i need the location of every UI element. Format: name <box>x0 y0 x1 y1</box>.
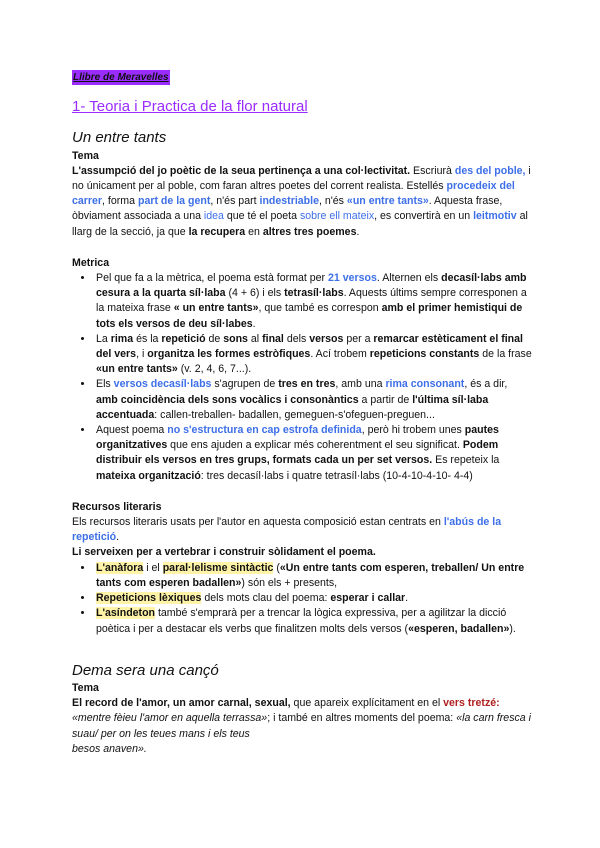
text-run: pautes organitzatives <box>96 424 499 452</box>
text-run: que apareix explícitament en el <box>290 697 444 710</box>
text-run: L'anàfora <box>96 561 144 574</box>
tema-label-2: Tema <box>72 681 99 694</box>
recursos-item <box>94 606 532 636</box>
text-run: «Un entre tants com esperen, treballen/ Un entre tants com esperen badallen» <box>96 561 525 589</box>
text-run: és la <box>133 332 162 345</box>
text-run: Repeticions lèxiques <box>96 592 202 605</box>
text-run: . <box>252 317 256 330</box>
text-run: , i <box>136 348 148 361</box>
text-run: «mentre fèieu l'amor en aquella terrassa» <box>72 712 268 725</box>
document-heading: 1- Teoria i Practica de la flor natural <box>72 98 308 116</box>
text-run: en <box>245 225 263 238</box>
text-run: repetició <box>161 332 206 345</box>
text-run: «un entre tants» <box>96 363 178 376</box>
metrica-label: Metrica <box>72 256 110 269</box>
text-run: Es repeteix la <box>432 454 500 467</box>
text-run: , que també es correspon <box>258 302 382 315</box>
text-run: la recupera <box>188 225 246 238</box>
recursos-list <box>72 561 532 637</box>
text-run: idea <box>203 210 224 223</box>
text-run: indestriable <box>259 195 319 208</box>
text-run: que té el poeta <box>223 210 300 223</box>
text-run: l'última síl·laba accentuada <box>96 393 489 421</box>
text-run: L'assumpció del jo poètic de la seua pertinença a una col·lectivitat. <box>72 164 411 177</box>
metrica-list <box>72 271 532 484</box>
text-run: al llarg de la secció, ja que <box>72 210 528 238</box>
text-run: per a <box>343 332 374 345</box>
text-run: «un entre tants» <box>346 195 429 208</box>
text-run: l'abús de la repetició <box>72 516 502 544</box>
text-run: final <box>262 332 284 345</box>
text-run: . <box>116 531 120 544</box>
text-run: sons <box>223 332 248 345</box>
text-run: de <box>205 332 224 345</box>
text-run: i el <box>143 561 163 574</box>
text-run: : tres decasíl·labs i quatre tetrasíl·labs (10-4-10-4-10- 4-4) <box>200 469 473 482</box>
text-run: versos decasíl·labs <box>113 378 212 391</box>
text-run: . Ací trobem <box>310 348 370 361</box>
text-run: sobre ell mateix <box>299 210 375 223</box>
tema-paragraph <box>72 164 532 240</box>
text-run: , n'és part <box>210 195 260 208</box>
text-run: . <box>405 592 409 605</box>
text-run: s'agrupen de <box>211 378 279 391</box>
text-run: El record de l'amor, un amor carnal, sexual, <box>72 697 291 710</box>
metrica-item <box>94 271 532 332</box>
text-run: procedeix del carrer <box>72 180 515 208</box>
text-run: , amb una <box>335 378 386 391</box>
section-title-un-entre-tants: Un entre tants <box>72 129 167 147</box>
text-run: rima consonant <box>385 378 465 391</box>
text-run: Podem distribuir els versos en tres grups, formats cada un per set versos. <box>96 439 499 467</box>
text-run: dels <box>283 332 310 345</box>
text-run: Els recursos literaris usats per l'autor en aquesta composició estan centrats en <box>72 516 444 529</box>
text-run: ; i també en altres moments del poema: <box>267 712 457 725</box>
text-run: , n'és <box>318 195 347 208</box>
text-run: i no únicament per al poble, com faran altres poetes del corrent realista. Estellés <box>72 164 531 193</box>
text-run: tres en tres <box>278 378 336 391</box>
text-run: remarcar estèticament el final del vers <box>96 332 523 361</box>
text-run: . <box>356 225 360 238</box>
document-page <box>72 70 532 757</box>
recursos-intro <box>72 515 532 545</box>
text-run: part de la gent <box>137 195 211 208</box>
text-run: organitza les formes estròfiques <box>147 348 311 361</box>
text-run: també s'emprarà per a trencar la lògica expressiva, per a agilitzar la dicció poètica i per a destacar els verbs que finalitzen molts dels versos ( <box>96 607 507 635</box>
text-run: «la carn fresca i suau/ per on les teues mans i els teus <box>72 712 531 740</box>
tema-paragraph-2-end: besos anaven». <box>72 742 147 755</box>
recursos-item <box>94 561 532 591</box>
text-run: Els <box>96 378 114 391</box>
text-run: ( <box>273 561 280 574</box>
text-run: , es convertirà en un <box>374 210 474 223</box>
text-run: : callen-treballen- badallen, gemeguen-s'ofeguen-preguen... <box>154 408 435 421</box>
text-run: La <box>96 332 111 345</box>
text-run: vers tretzé: <box>443 697 500 710</box>
metrica-item <box>94 332 532 378</box>
text-run: «esperen, badallen» <box>408 622 510 635</box>
text-run: . Alternen els <box>376 272 442 285</box>
text-run: de la frase <box>479 348 532 361</box>
text-run: tetrasíl·labs <box>284 287 344 300</box>
text-run: (v. 2, 4, 6, 7...). <box>177 363 252 376</box>
text-run: repeticions constants <box>369 348 480 361</box>
text-run: amb el primer hemistiqui de tots els versos de deu síl·labes <box>96 302 523 330</box>
recursos-label: Recursos literaris <box>72 500 162 513</box>
text-run: leitmotiv <box>473 210 517 223</box>
text-run: des del poble, <box>454 164 526 177</box>
metrica-item <box>94 423 532 484</box>
text-run: decasíl·labs amb cesura a la quarta síl·laba <box>96 272 527 300</box>
document-small-title: Llibre de Meravelles <box>72 70 170 85</box>
text-run: Aquest poema <box>96 424 168 437</box>
text-run: mateixa organització <box>96 469 201 482</box>
text-run: rima <box>110 332 134 345</box>
tema-paragraph-2 <box>72 696 532 742</box>
text-run: , és a dir, <box>464 378 508 391</box>
text-run: dels mots clau del poema: <box>201 592 331 605</box>
text-run: (4 + 6) i els <box>225 287 285 300</box>
text-run: « un entre tants» <box>173 302 259 315</box>
text-run: L'asíndeton <box>96 607 156 620</box>
text-run: que ens ajuden a explicar més coherentment el seu significat. <box>167 439 463 452</box>
text-run: a partir de <box>358 393 413 406</box>
text-run: 21 versos <box>328 272 377 285</box>
recursos-line2: Li serveixen per a vertebrar i construir sòlidament el poema. <box>72 546 376 559</box>
text-run: . Aquesta frase, òbviament associada a una <box>72 195 503 223</box>
text-run: paral·lelisme sintàctic <box>162 561 274 574</box>
tema-label: Tema <box>72 149 99 162</box>
text-run: no s'estructura en cap estrofa definida <box>167 424 362 437</box>
text-run: ). <box>509 622 516 635</box>
text-run: ) són els + presents, <box>241 576 338 589</box>
text-run: al <box>247 332 263 345</box>
text-run: , però hi trobem unes <box>361 424 465 437</box>
text-run: versos <box>309 332 344 345</box>
text-run: altres tres poemes <box>262 225 357 238</box>
recursos-item <box>94 591 532 606</box>
text-run: Escriurà <box>410 164 455 177</box>
text-run: Pel que fa a la mètrica, el poema està format per <box>96 272 329 285</box>
text-run: amb coincidència dels sons vocàlics i consonàntics <box>96 393 359 406</box>
metrica-item <box>94 377 532 423</box>
text-run: , forma <box>102 195 138 208</box>
section-title-dema-sera-una-canco: Dema sera una cançó <box>72 661 219 679</box>
text-run: . Aquests últims sempre corresponen a la mateixa frase <box>96 287 527 315</box>
text-run: esperar i callar <box>330 592 406 605</box>
